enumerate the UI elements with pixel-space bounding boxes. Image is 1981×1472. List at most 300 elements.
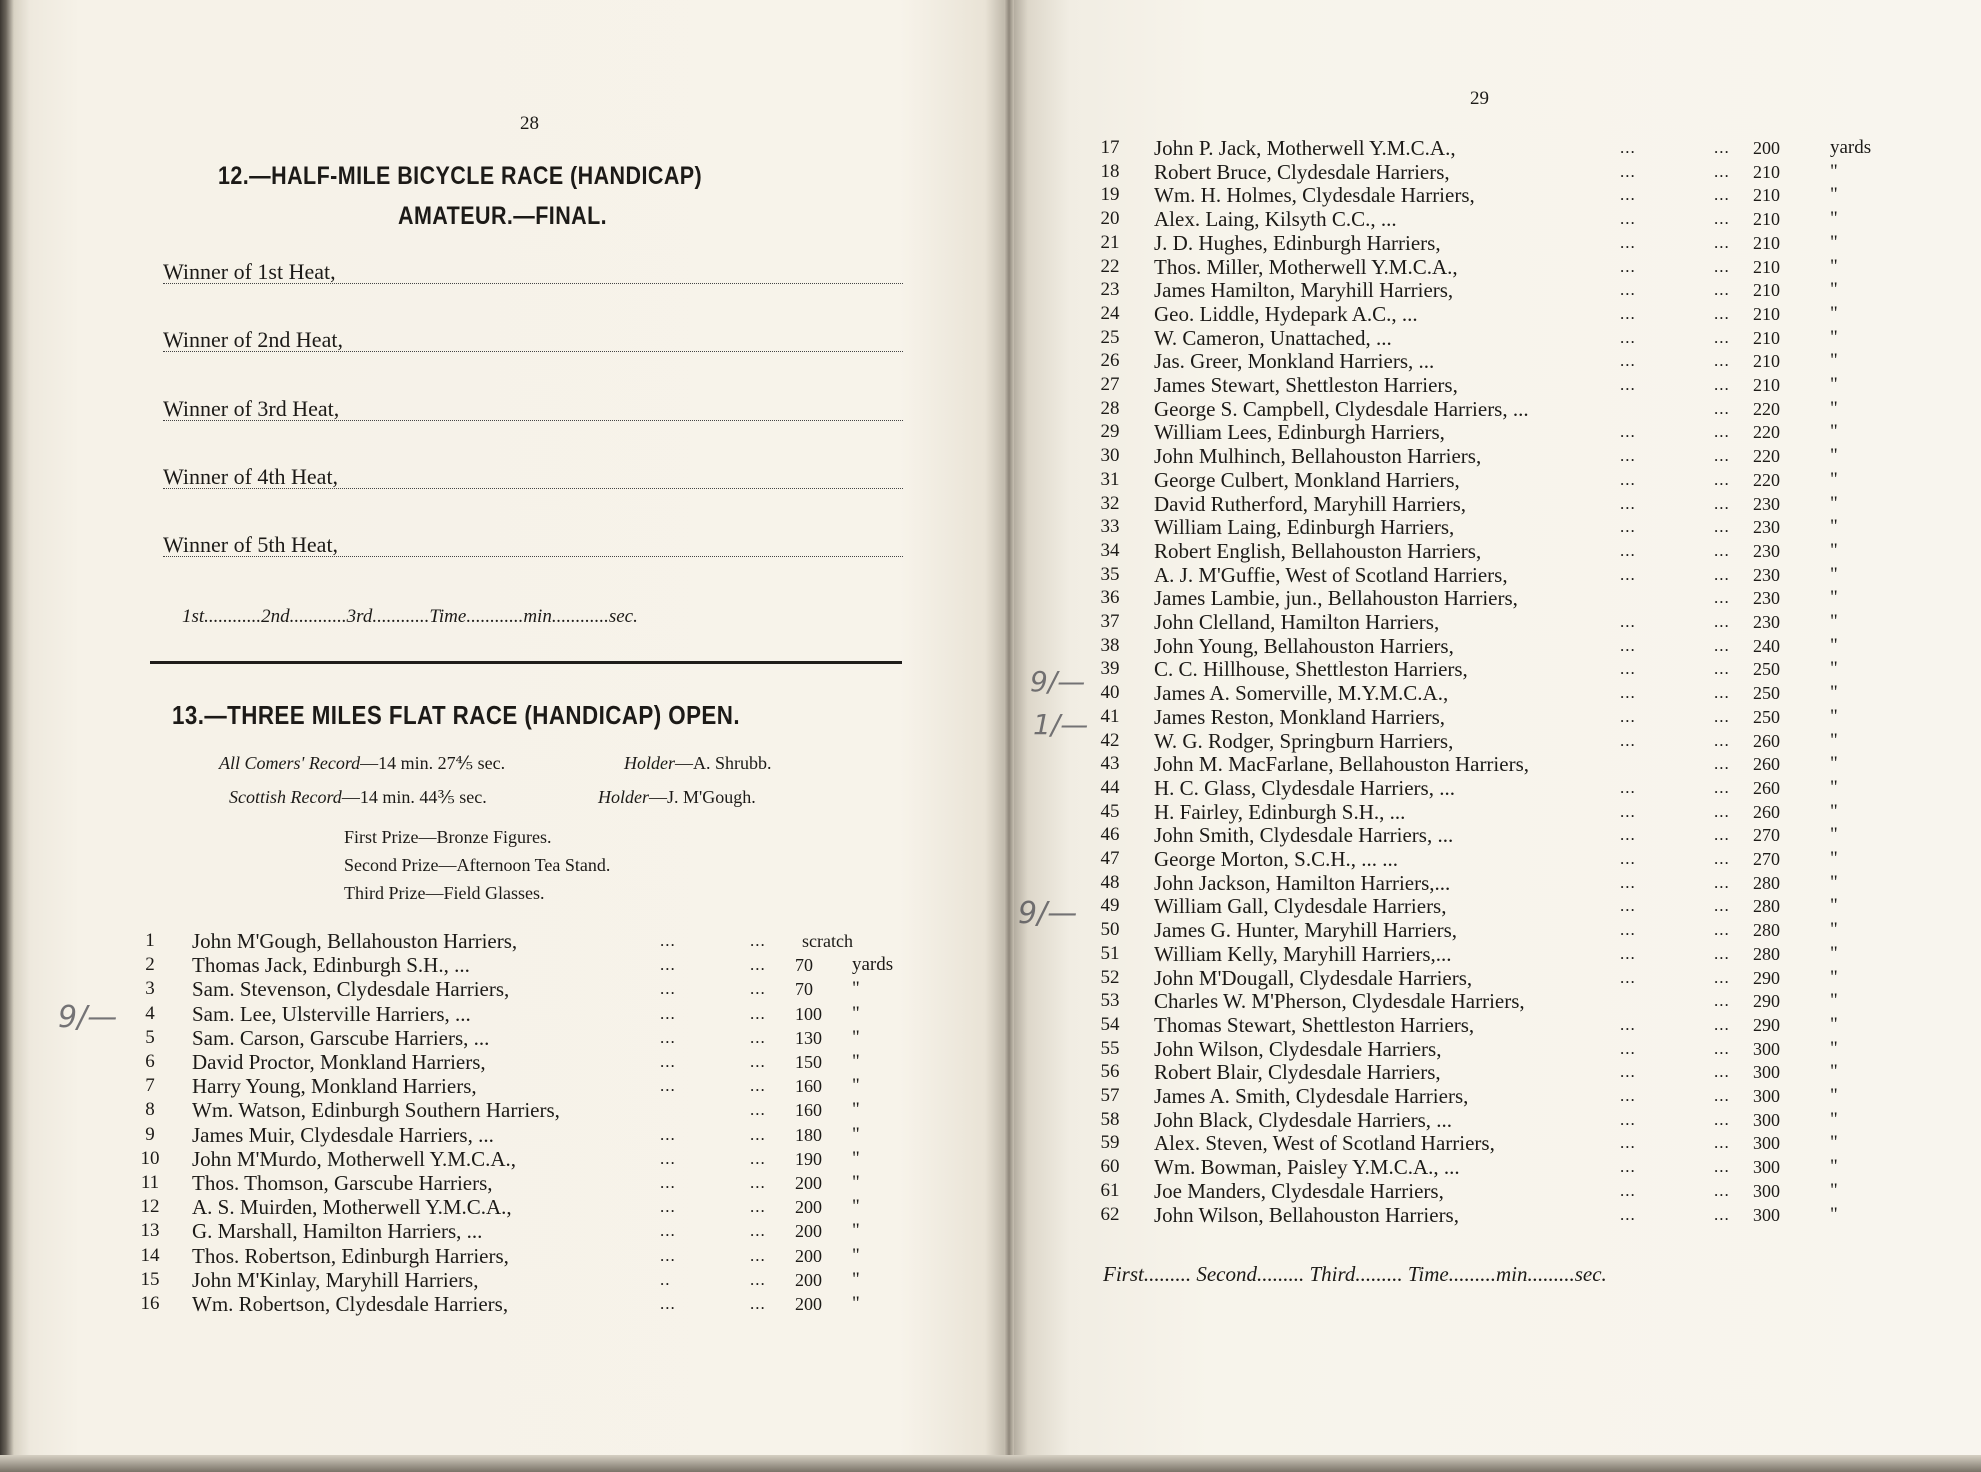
entry-number: 16 <box>140 1293 160 1314</box>
entry-handicap: 280 <box>1753 920 1780 941</box>
entry-dots-2: ... <box>1714 967 1730 987</box>
entry-number: 12 <box>140 1196 160 1218</box>
entry-dots-2: ... <box>1714 706 1730 726</box>
entry-unit: " <box>852 1051 860 1072</box>
entry-handicap: 200 <box>1753 138 1780 158</box>
entry-dots-2: ... <box>750 979 766 999</box>
winner-heat-3: Winner of 3rd Heat, <box>163 396 903 421</box>
scottish-holder-name: —J. M'Gough. <box>649 787 756 807</box>
entry-dots: ... <box>660 979 676 999</box>
entry-number: 26 <box>1100 350 1120 372</box>
entry-handicap: 270 <box>1753 825 1780 846</box>
entry-number: 25 <box>1100 326 1120 348</box>
second-prize: Second Prize—Afternoon Tea Stand. <box>344 855 611 875</box>
entry-unit: " <box>852 1099 860 1121</box>
entry-unit: " <box>1830 1179 1838 1201</box>
entry-dots-2: ... <box>1714 991 1730 1011</box>
entry-dots-2: ... <box>1714 493 1730 513</box>
entry-handicap: 290 <box>1753 967 1780 988</box>
entry-number: 62 <box>1100 1203 1120 1225</box>
entry-dots-2: ... <box>750 1294 766 1313</box>
entry-number: 58 <box>1100 1108 1120 1130</box>
entry-number: 59 <box>1100 1132 1120 1154</box>
entry-name: Robert English, Bellahouston Harriers, <box>1154 538 1482 563</box>
entry-dots: ... <box>1620 351 1636 371</box>
entry-name: William Lees, Edinburgh Harriers, <box>1154 420 1445 445</box>
entry-dots-2: ... <box>1714 1014 1730 1034</box>
entry-number: 46 <box>1100 824 1120 846</box>
entry-unit: " <box>1830 990 1838 1012</box>
entry-name: James Hamilton, Maryhill Harriers, <box>1154 278 1454 303</box>
entry-handicap: 130 <box>795 1027 822 1048</box>
entry-dots: ... <box>1620 280 1636 300</box>
entry-unit: " <box>1830 611 1838 632</box>
entry-unit: " <box>1830 587 1838 609</box>
entry-handicap: 210 <box>1753 351 1780 372</box>
entry-unit: " <box>852 1196 860 1218</box>
entry-unit: " <box>1830 1132 1838 1154</box>
entry-unit: " <box>1830 326 1838 348</box>
entry-dots-2: ... <box>1714 540 1730 560</box>
entry-dots: ... <box>660 1027 676 1047</box>
entry-handicap: 260 <box>1753 777 1780 798</box>
entry-dots: ... <box>1620 1086 1636 1105</box>
entry-dots: ... <box>1620 185 1636 205</box>
entry-dots-2: ... <box>750 955 766 975</box>
entry-name: John Black, Clydesdale Harriers, ... <box>1154 1107 1453 1132</box>
entry-dots: ... <box>1620 564 1636 584</box>
entry-dots-2: ... <box>750 1269 766 1289</box>
entry-unit: " <box>1830 445 1838 467</box>
entry-dots: ... <box>660 1173 676 1192</box>
entry-handicap: 230 <box>1753 517 1780 538</box>
entry-dots: ... <box>1620 659 1636 679</box>
entry-handicap: 200 <box>795 1269 822 1290</box>
entry-number: 20 <box>1100 208 1120 230</box>
entry-unit: " <box>1830 231 1838 253</box>
entry-dots-2: ... <box>750 1197 766 1217</box>
entry-name: Wm. Bowman, Paisley Y.M.C.A., ... <box>1154 1155 1460 1180</box>
entry-unit: " <box>1830 871 1838 893</box>
entry-unit: " <box>1830 160 1838 182</box>
entry-dots-2: ... <box>1714 849 1730 868</box>
entry-unit: " <box>1830 800 1838 822</box>
page-bottom-edge <box>0 1455 1981 1472</box>
entry-name: John M'Kinlay, Maryhill Harriers, <box>192 1267 479 1292</box>
entry-unit: " <box>1830 966 1838 988</box>
entry-dots: ... <box>1620 920 1636 940</box>
entry-dots: ... <box>1620 1204 1636 1224</box>
entry-dots: ... <box>1620 612 1636 631</box>
entry-unit: " <box>1830 1037 1838 1059</box>
entry-handicap: 280 <box>1753 896 1780 917</box>
entry-number: 33 <box>1100 516 1120 538</box>
entry-dots-2: ... <box>750 1245 766 1265</box>
scottish-holder-label: Holder <box>598 787 649 807</box>
entry-name: David Proctor, Monkland Harriers, <box>192 1050 486 1074</box>
entry-unit: " <box>1830 492 1838 514</box>
entry-handicap: scratch <box>802 931 853 951</box>
race12-result-line: 1st............2nd............3rd............Time............min............sec. <box>182 606 638 627</box>
entry-dots: ... <box>660 1294 676 1313</box>
scottish-record <box>229 787 487 808</box>
entry-unit: " <box>1830 682 1838 704</box>
entry-number: 51 <box>1100 942 1120 964</box>
entry-name: William Gall, Clydesdale Harriers, <box>1154 894 1447 919</box>
entry-name: Thomas Jack, Edinburgh S.H., ... <box>192 953 470 978</box>
entry-handicap: 220 <box>1753 446 1780 467</box>
entry-unit: " <box>1830 374 1838 395</box>
entry-dots: ... <box>1620 1133 1636 1153</box>
entry-handicap: 240 <box>1753 635 1780 656</box>
entry-dots-2: ... <box>1714 588 1730 608</box>
entry-dots: ... <box>1620 801 1636 821</box>
scottish-holder <box>598 787 756 808</box>
entry-number: 24 <box>1100 302 1120 324</box>
entry-dots: ... <box>1620 825 1636 845</box>
entry-name: James Lambie, jun., Bellahouston Harriers, <box>1154 586 1518 611</box>
first-prize: First Prize—Bronze Figures. <box>344 827 552 847</box>
entry-handicap: 100 <box>795 1003 822 1024</box>
entry-dots: ... <box>1620 375 1636 394</box>
entry-dots: ... <box>1620 635 1636 655</box>
entry-handicap: 210 <box>1753 232 1780 253</box>
entry-dots-2: ... <box>1714 327 1730 347</box>
entry-number: 3 <box>145 978 155 1000</box>
entry-number: 54 <box>1100 1013 1120 1035</box>
entry-dots: ... <box>1620 303 1636 323</box>
entry-dots-2: ... <box>1714 896 1730 916</box>
entry-unit: " <box>1830 895 1838 917</box>
entry-dots-2: ... <box>1714 1157 1730 1177</box>
entry-name: John Jackson, Hamilton Harriers,... <box>1154 870 1451 895</box>
entry-dots-2: ... <box>1714 872 1730 892</box>
entry-dots: ... <box>660 1076 676 1096</box>
entry-name: Charles W. M'Pherson, Clydesdale Harriers, <box>1154 989 1525 1014</box>
entry-handicap: 250 <box>1753 706 1780 727</box>
entry-name: Sam. Stevenson, Clydesdale Harriers, <box>192 977 510 1002</box>
entry-handicap: 210 <box>1753 327 1780 348</box>
entry-dots: ... <box>660 955 676 975</box>
entry-number: 9 <box>145 1123 155 1145</box>
entry-dots: ... <box>1620 730 1636 750</box>
entry-unit: " <box>1830 848 1838 869</box>
entry-unit: " <box>852 1244 860 1266</box>
entry-name: James A. Smith, Clydesdale Harriers, <box>1154 1084 1469 1108</box>
entry-dots: ... <box>660 1221 676 1241</box>
entry-handicap: 200 <box>795 1173 822 1193</box>
entry-handicap: 260 <box>1753 801 1780 822</box>
entry-name: Alex. Steven, West of Scotland Harriers, <box>1154 1131 1495 1156</box>
entry-dots-2: ... <box>750 1076 766 1096</box>
entry-number: 39 <box>1100 658 1120 680</box>
entry-name: W. G. Rodger, Springburn Harriers, <box>1154 728 1454 753</box>
entry-dots: ... <box>1620 540 1636 560</box>
entry-number: 1 <box>145 930 155 951</box>
entry-unit: " <box>1830 302 1838 324</box>
entry-dots: ... <box>1620 967 1636 987</box>
entry-unit: " <box>852 1268 860 1290</box>
entry-handicap: 230 <box>1753 564 1780 585</box>
entry-number: 34 <box>1100 539 1120 561</box>
entry-handicap: 260 <box>1753 730 1780 751</box>
entry-dots-2: ... <box>1714 1038 1730 1058</box>
entry-number: 32 <box>1100 492 1120 514</box>
entry-handicap: 230 <box>1753 588 1780 609</box>
entry-name: John Wilson, Bellahouston Harriers, <box>1154 1202 1459 1227</box>
race12-title-line2: AMATEUR.—FINAL. <box>398 202 608 230</box>
entry-handicap: 300 <box>1753 1180 1780 1201</box>
entry-dots-2: ... <box>1714 161 1730 181</box>
entry-unit: " <box>1830 658 1838 680</box>
entry-handicap: 210 <box>1753 303 1780 324</box>
entry-name: John M'Gough, Bellahouston Harriers, <box>192 929 518 953</box>
entry-name: James Reston, Monkland Harriers, <box>1154 704 1446 729</box>
entry-dots: ... <box>1620 777 1636 797</box>
entry-dots: ... <box>660 1124 676 1144</box>
entry-name: John Smith, Clydesdale Harriers, ... <box>1154 823 1454 848</box>
entry-dots-2: ... <box>750 1148 766 1168</box>
entry-dots: ... <box>1620 1109 1636 1129</box>
entry-dots: ... <box>1620 232 1636 252</box>
entry-handicap: 260 <box>1753 754 1780 775</box>
entry-name: John M. MacFarlane, Bellahouston Harriers, <box>1154 752 1529 777</box>
entry-dots-2: ... <box>1714 422 1730 442</box>
entry-name: H. Fairley, Edinburgh S.H., ... <box>1154 799 1406 824</box>
entry-name: John Clelland, Hamilton Harriers, <box>1154 610 1440 634</box>
entry-name: Harry Young, Monkland Harriers, <box>192 1074 477 1099</box>
entry-handicap: 300 <box>1753 1109 1780 1130</box>
section-divider <box>150 661 902 664</box>
entry-dots-2: ... <box>1714 209 1730 229</box>
entry-dots-2: ... <box>1714 777 1730 797</box>
entry-dots: ... <box>1620 872 1636 892</box>
entry-number: 56 <box>1100 1061 1120 1083</box>
entry-name: Jas. Greer, Monkland Harriers, ... <box>1154 349 1435 374</box>
entry-handicap: 210 <box>1753 209 1780 230</box>
entry-dots-2: ... <box>1714 825 1730 845</box>
entry-dots-2: ... <box>1714 1180 1730 1200</box>
entry-number: 7 <box>145 1075 155 1097</box>
entry-name: Robert Blair, Clydesdale Harriers, <box>1154 1060 1441 1085</box>
entry-number: 29 <box>1100 421 1120 443</box>
entry-handicap: 300 <box>1753 1086 1780 1106</box>
entry-unit: " <box>1830 729 1838 751</box>
entry-unit: " <box>852 1026 860 1048</box>
entry-dots: ... <box>1620 469 1636 489</box>
entry-dots-2: ... <box>1714 398 1730 418</box>
entry-number: 10 <box>140 1147 160 1169</box>
entry-number: 41 <box>1100 705 1120 727</box>
race12-title-line1: 12.—HALF-MILE BICYCLE RACE (HANDICAP) <box>218 162 703 190</box>
entry-dots: ... <box>1620 896 1636 916</box>
entry-unit: " <box>1830 1203 1838 1225</box>
entry-number: 47 <box>1100 848 1120 869</box>
entry-dots-2: ... <box>750 1052 766 1071</box>
entry-number: 13 <box>140 1220 160 1242</box>
winner-heat-1: Winner of 1st Heat, <box>163 259 903 284</box>
entry-name: W. Cameron, Unattached, ... <box>1154 325 1392 350</box>
entry-number: 2 <box>145 954 155 976</box>
entry-dots: ... <box>1620 706 1636 726</box>
entry-handicap: 230 <box>1753 493 1780 514</box>
winner-heat-4: Winner of 4th Heat, <box>163 464 903 489</box>
entry-unit: " <box>1830 539 1838 561</box>
entry-number: 60 <box>1100 1156 1120 1178</box>
entry-number: 37 <box>1100 611 1120 632</box>
entry-handicap: 200 <box>795 1294 822 1314</box>
entry-name: James A. Somerville, M.Y.M.C.A., <box>1154 681 1449 706</box>
entry-handicap: 200 <box>795 1197 822 1218</box>
entry-name: George Morton, S.C.H., ... ... <box>1154 847 1399 871</box>
entry-name: Alex. Laing, Kilsyth C.C., ... <box>1154 207 1397 232</box>
entry-dots-2: ... <box>750 1221 766 1241</box>
entry-dots-2: ... <box>1714 517 1730 537</box>
entry-handicap: 200 <box>795 1221 822 1242</box>
entry-dots-2: ... <box>1714 375 1730 394</box>
entry-handicap: 280 <box>1753 872 1780 893</box>
scottish-record-time: —14 min. 44⅗ sec. <box>341 787 487 807</box>
entry-unit: " <box>1830 1013 1838 1035</box>
entry-dots-2: ... <box>1714 1086 1730 1105</box>
entry-unit: " <box>1830 563 1838 585</box>
entry-handicap: 160 <box>795 1076 822 1097</box>
entry-number: 23 <box>1100 279 1120 301</box>
entry-handicap: 300 <box>1753 1157 1780 1178</box>
entry-unit: " <box>852 1220 860 1242</box>
entry-dots-2: ... <box>750 1027 766 1047</box>
entry-number: 21 <box>1100 231 1120 253</box>
entry-number: 22 <box>1100 255 1120 277</box>
entry-number: 35 <box>1100 563 1120 585</box>
entry-name: Wm. Robertson, Clydesdale Harriers, <box>192 1292 509 1316</box>
all-comers-holder-name: —A. Shrubb. <box>675 753 772 773</box>
entry-number: 50 <box>1100 919 1120 941</box>
all-comers-record-label: All Comers' Record <box>219 753 361 773</box>
book-gutter <box>1004 0 1014 1472</box>
entry-dots-2: ... <box>1714 801 1730 821</box>
entry-name: C. C. Hillhouse, Shettleston Harriers, <box>1154 657 1468 682</box>
entry-handicap: 220 <box>1753 398 1780 419</box>
entry-name: A. J. M'Guffie, West of Scotland Harriers, <box>1154 562 1508 587</box>
entry-unit: " <box>1830 753 1838 775</box>
entry-unit: " <box>1830 634 1838 656</box>
entry-number: 48 <box>1100 871 1120 893</box>
entry-name: Thos. Robertson, Edinburgh Harriers, <box>192 1243 509 1268</box>
entry-dots-2: ... <box>1714 303 1730 323</box>
entry-dots-2: ... <box>1714 256 1730 276</box>
entry-number: 8 <box>145 1099 155 1121</box>
entry-unit: " <box>1830 255 1838 277</box>
entry-name: George S. Campbell, Clydesdale Harriers, ... <box>1154 396 1529 421</box>
entry-handicap: 220 <box>1753 422 1780 443</box>
race13-result-line: First......... Second......... Third......... Time.........min.........sec. <box>1103 1262 1607 1286</box>
entry-dots-2: ... <box>1714 446 1730 466</box>
entry-name: William Laing, Edinburgh Harriers, <box>1154 515 1455 540</box>
entry-dots: ... <box>1620 161 1636 181</box>
entry-handicap: 300 <box>1753 1204 1780 1225</box>
entry-dots-2: ... <box>1714 754 1730 774</box>
entry-name: William Kelly, Maryhill Harriers,... <box>1154 941 1452 966</box>
entry-name: George Culbert, Monkland Harriers, <box>1154 467 1460 492</box>
entry-number: 61 <box>1100 1179 1120 1201</box>
entry-name: James G. Hunter, Maryhill Harriers, <box>1154 918 1457 943</box>
entry-dots-2: ... <box>1714 232 1730 252</box>
entry-name: H. C. Glass, Clydesdale Harriers, ... <box>1154 775 1455 800</box>
entry-dots-2: ... <box>1714 730 1730 750</box>
entry-name: James Stewart, Shettleston Harriers, <box>1154 373 1458 397</box>
entry-name: John Mulhinch, Bellahouston Harriers, <box>1154 444 1482 469</box>
entry-unit: " <box>1830 184 1838 206</box>
entry-handicap: 290 <box>1753 991 1780 1012</box>
entry-unit: " <box>852 1172 860 1193</box>
entry-number: 5 <box>145 1026 155 1048</box>
race13-title: 13.—THREE MILES FLAT RACE (HANDICAP) OPEN. <box>172 700 740 730</box>
entry-unit: " <box>1830 942 1838 964</box>
entry-handicap: 250 <box>1753 659 1780 680</box>
entry-dots: ... <box>1620 1062 1636 1082</box>
entry-dots-2: ... <box>1714 351 1730 371</box>
entry-name: Robert Bruce, Clydesdale Harriers, <box>1154 159 1450 184</box>
entry-dots: ... <box>1620 1180 1636 1200</box>
entry-unit: " <box>852 1293 860 1314</box>
entry-dots-2: ... <box>750 1124 766 1144</box>
entry-unit: " <box>1830 397 1838 419</box>
entry-dots: ... <box>1620 943 1636 963</box>
entry-dots-2: ... <box>1714 683 1730 703</box>
entry-unit: " <box>1830 1108 1838 1130</box>
entry-name: Geo. Liddle, Hydepark A.C., ... <box>1154 301 1418 326</box>
entry-unit: " <box>852 1075 860 1097</box>
entry-handicap: 210 <box>1753 256 1780 277</box>
entry-unit: " <box>1830 279 1838 301</box>
entry-handicap: 190 <box>795 1148 822 1169</box>
entry-number: 30 <box>1100 445 1120 467</box>
entry-number: 11 <box>140 1172 160 1193</box>
entry-dots: ... <box>1620 422 1636 442</box>
entry-name: John Wilson, Clydesdale Harriers, <box>1154 1036 1442 1061</box>
entry-unit: " <box>1830 1085 1838 1106</box>
right-page-number: 29 <box>1470 88 1489 109</box>
entry-number: 44 <box>1100 776 1120 798</box>
entry-handicap: 210 <box>1753 185 1780 206</box>
entry-dots: ... <box>660 931 676 950</box>
entry-dots-2: ... <box>1714 564 1730 584</box>
entry-handicap: 180 <box>795 1124 822 1145</box>
entry-dots: ... <box>1620 209 1636 229</box>
entry-dots-2: ... <box>1714 635 1730 655</box>
entry-handicap: 160 <box>795 1100 822 1121</box>
entry-dots: ... <box>1620 446 1636 466</box>
all-comers-record <box>219 753 505 774</box>
entry-dots-2: ... <box>750 1173 766 1192</box>
pencil-mark-entry-4: 9/— <box>58 1000 118 1035</box>
entry-name: Joe Manders, Clydesdale Harriers, <box>1154 1178 1444 1203</box>
entry-dots-2: ... <box>1714 1109 1730 1129</box>
left-page-number: 28 <box>520 113 539 134</box>
entry-unit: " <box>1830 1156 1838 1178</box>
entry-name: G. Marshall, Hamilton Harriers, ... <box>192 1219 483 1244</box>
entry-unit: " <box>852 1147 860 1169</box>
entry-unit: " <box>1830 1061 1838 1083</box>
entry-dots-2: ... <box>750 1003 766 1023</box>
entry-unit: " <box>852 1002 860 1024</box>
entry-name: Sam. Carson, Garscube Harriers, ... <box>192 1025 490 1050</box>
entry-dots: ... <box>660 1197 676 1217</box>
entry-handicap: 300 <box>1753 1062 1780 1083</box>
entry-name: A. S. Muirden, Motherwell Y.M.C.A., <box>192 1195 512 1220</box>
entry-name: David Rutherford, Maryhill Harriers, <box>1154 491 1466 516</box>
